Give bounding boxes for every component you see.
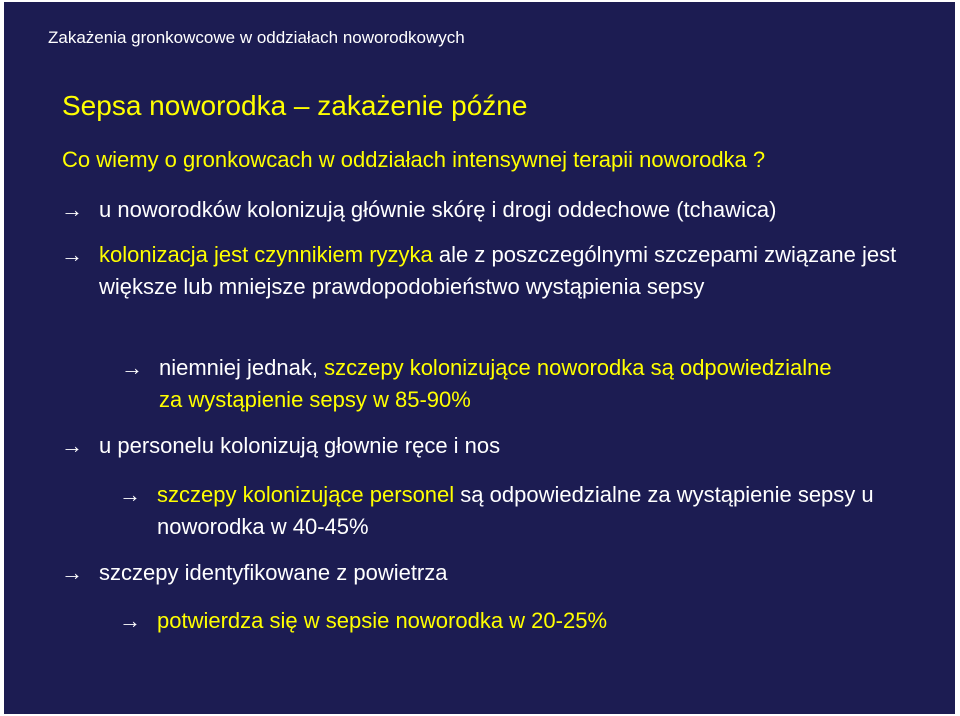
arrow-icon: → (61, 197, 83, 222)
bullet-text: u personelu kolonizują głownie ręce i nos (99, 433, 501, 458)
slide (4, 2, 955, 714)
bullet-text: szczepy identyfikowane z powietrza (99, 560, 448, 585)
bullet-text: niemniej jednak, (159, 355, 325, 380)
arrow-icon: → (61, 433, 83, 458)
bullet-text: u noworodków kolonizują głównie skórę i drogi oddechowe (tchawica) (99, 197, 777, 222)
bullet-airborne-confirmed (119, 605, 608, 637)
bullet-staff-colonization (61, 430, 501, 462)
bullet-neonate-strains (121, 352, 859, 416)
slide-subtitle: Co wiemy o gronkowcach w oddziałach intensywnej terapii noworodka ? (62, 147, 766, 172)
bullet-text-highlight: potwierdza się w sepsie noworodka w 20-25% (157, 608, 608, 633)
bullet-text: są odpowiedzialne za wystąpienie sepsy u noworodka w 40-45% (157, 482, 874, 539)
bullet-airborne-strains (61, 557, 448, 589)
bullet-staff-strains (119, 479, 947, 543)
bullet-text: ale z poszczególnymi szczepami związane jest większe lub mniejsze prawdopodobieństwo wystąpienia sepsy (99, 242, 897, 299)
arrow-icon: → (121, 355, 143, 380)
bullet-skin-colonization (61, 194, 777, 226)
bullet-text-highlight: szczepy kolonizujące personel (157, 482, 455, 507)
arrow-icon: → (61, 242, 83, 267)
bullet-text-highlight: szczepy kolonizujące noworodka są odpowiedzialne za wystąpienie sepsy w 85-90% (159, 355, 832, 412)
arrow-icon: → (61, 560, 83, 585)
bullet-risk-factor (61, 239, 919, 303)
arrow-icon: → (119, 482, 141, 507)
slide-title: Sepsa noworodka – zakażenie późne (62, 90, 528, 121)
bullet-text-highlight: kolonizacja jest czynnikiem ryzyka (99, 242, 433, 267)
slide-header: Zakażenia gronkowcowe w oddziałach noworodkowych (48, 28, 465, 47)
arrow-icon: → (119, 608, 141, 633)
